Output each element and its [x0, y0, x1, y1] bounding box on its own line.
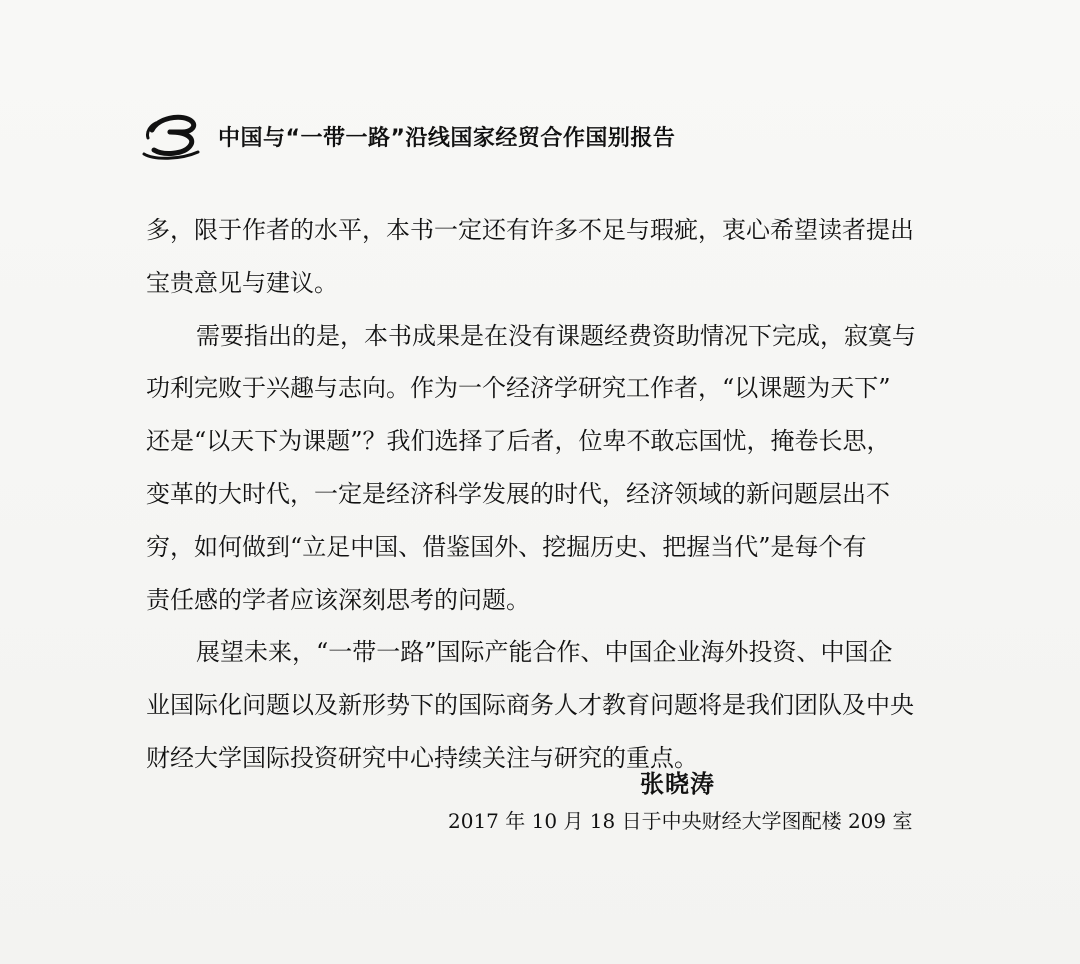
text-line: 穷，如何做到“立足中国、借鉴国外、挖掘历史、把握当代”是每个有: [146, 532, 867, 561]
text-line: 还是“以天下为课题”？我们选择了后者，位卑不敢忘国忧，掩卷长思，: [146, 427, 891, 456]
author-signature: 张晓涛: [640, 770, 715, 798]
date-place-line: 2017 年 10 月 18 日于中央财经大学图配楼 209 室: [448, 809, 913, 833]
paragraph: [146, 626, 986, 784]
running-header: [140, 108, 675, 164]
paragraph: [146, 310, 986, 627]
paragraph: [146, 204, 986, 310]
text-line: 多，限于作者的水平，本书一定还有许多不足与瑕疵，衷心希望读者提出: [146, 216, 914, 244]
publisher-swirl-logo-icon: [140, 110, 210, 162]
text-line: 需要指出的是，本书成果是在没有课题经费资助情况下完成，寂寞与: [196, 321, 916, 350]
text-line: 功利完败于兴趣与志向。作为一个经济学研究工作者，“以课题为天下”: [146, 374, 891, 403]
header-title: 中国与“一带一路”沿线国家经贸合作国别报告: [218, 125, 676, 151]
text-line: 责任感的学者应该深刻思考的问题。: [146, 585, 530, 614]
text-line: 财经大学国际投资研究中心持续关注与研究的重点。: [146, 743, 698, 772]
text-line: 变革的大时代，一定是经济科学发展的时代，经济领域的新问题层出不: [146, 479, 890, 508]
text-line: 宝贵意见与建议。: [146, 268, 338, 297]
text-line: 业国际化问题以及新形势下的国际商务人才教育问题将是我们团队及中央: [146, 691, 914, 720]
text-line: 展望未来，“一带一路”国际产能合作、中国企业海外投资、中国企: [196, 638, 893, 667]
body-text: [146, 204, 986, 785]
